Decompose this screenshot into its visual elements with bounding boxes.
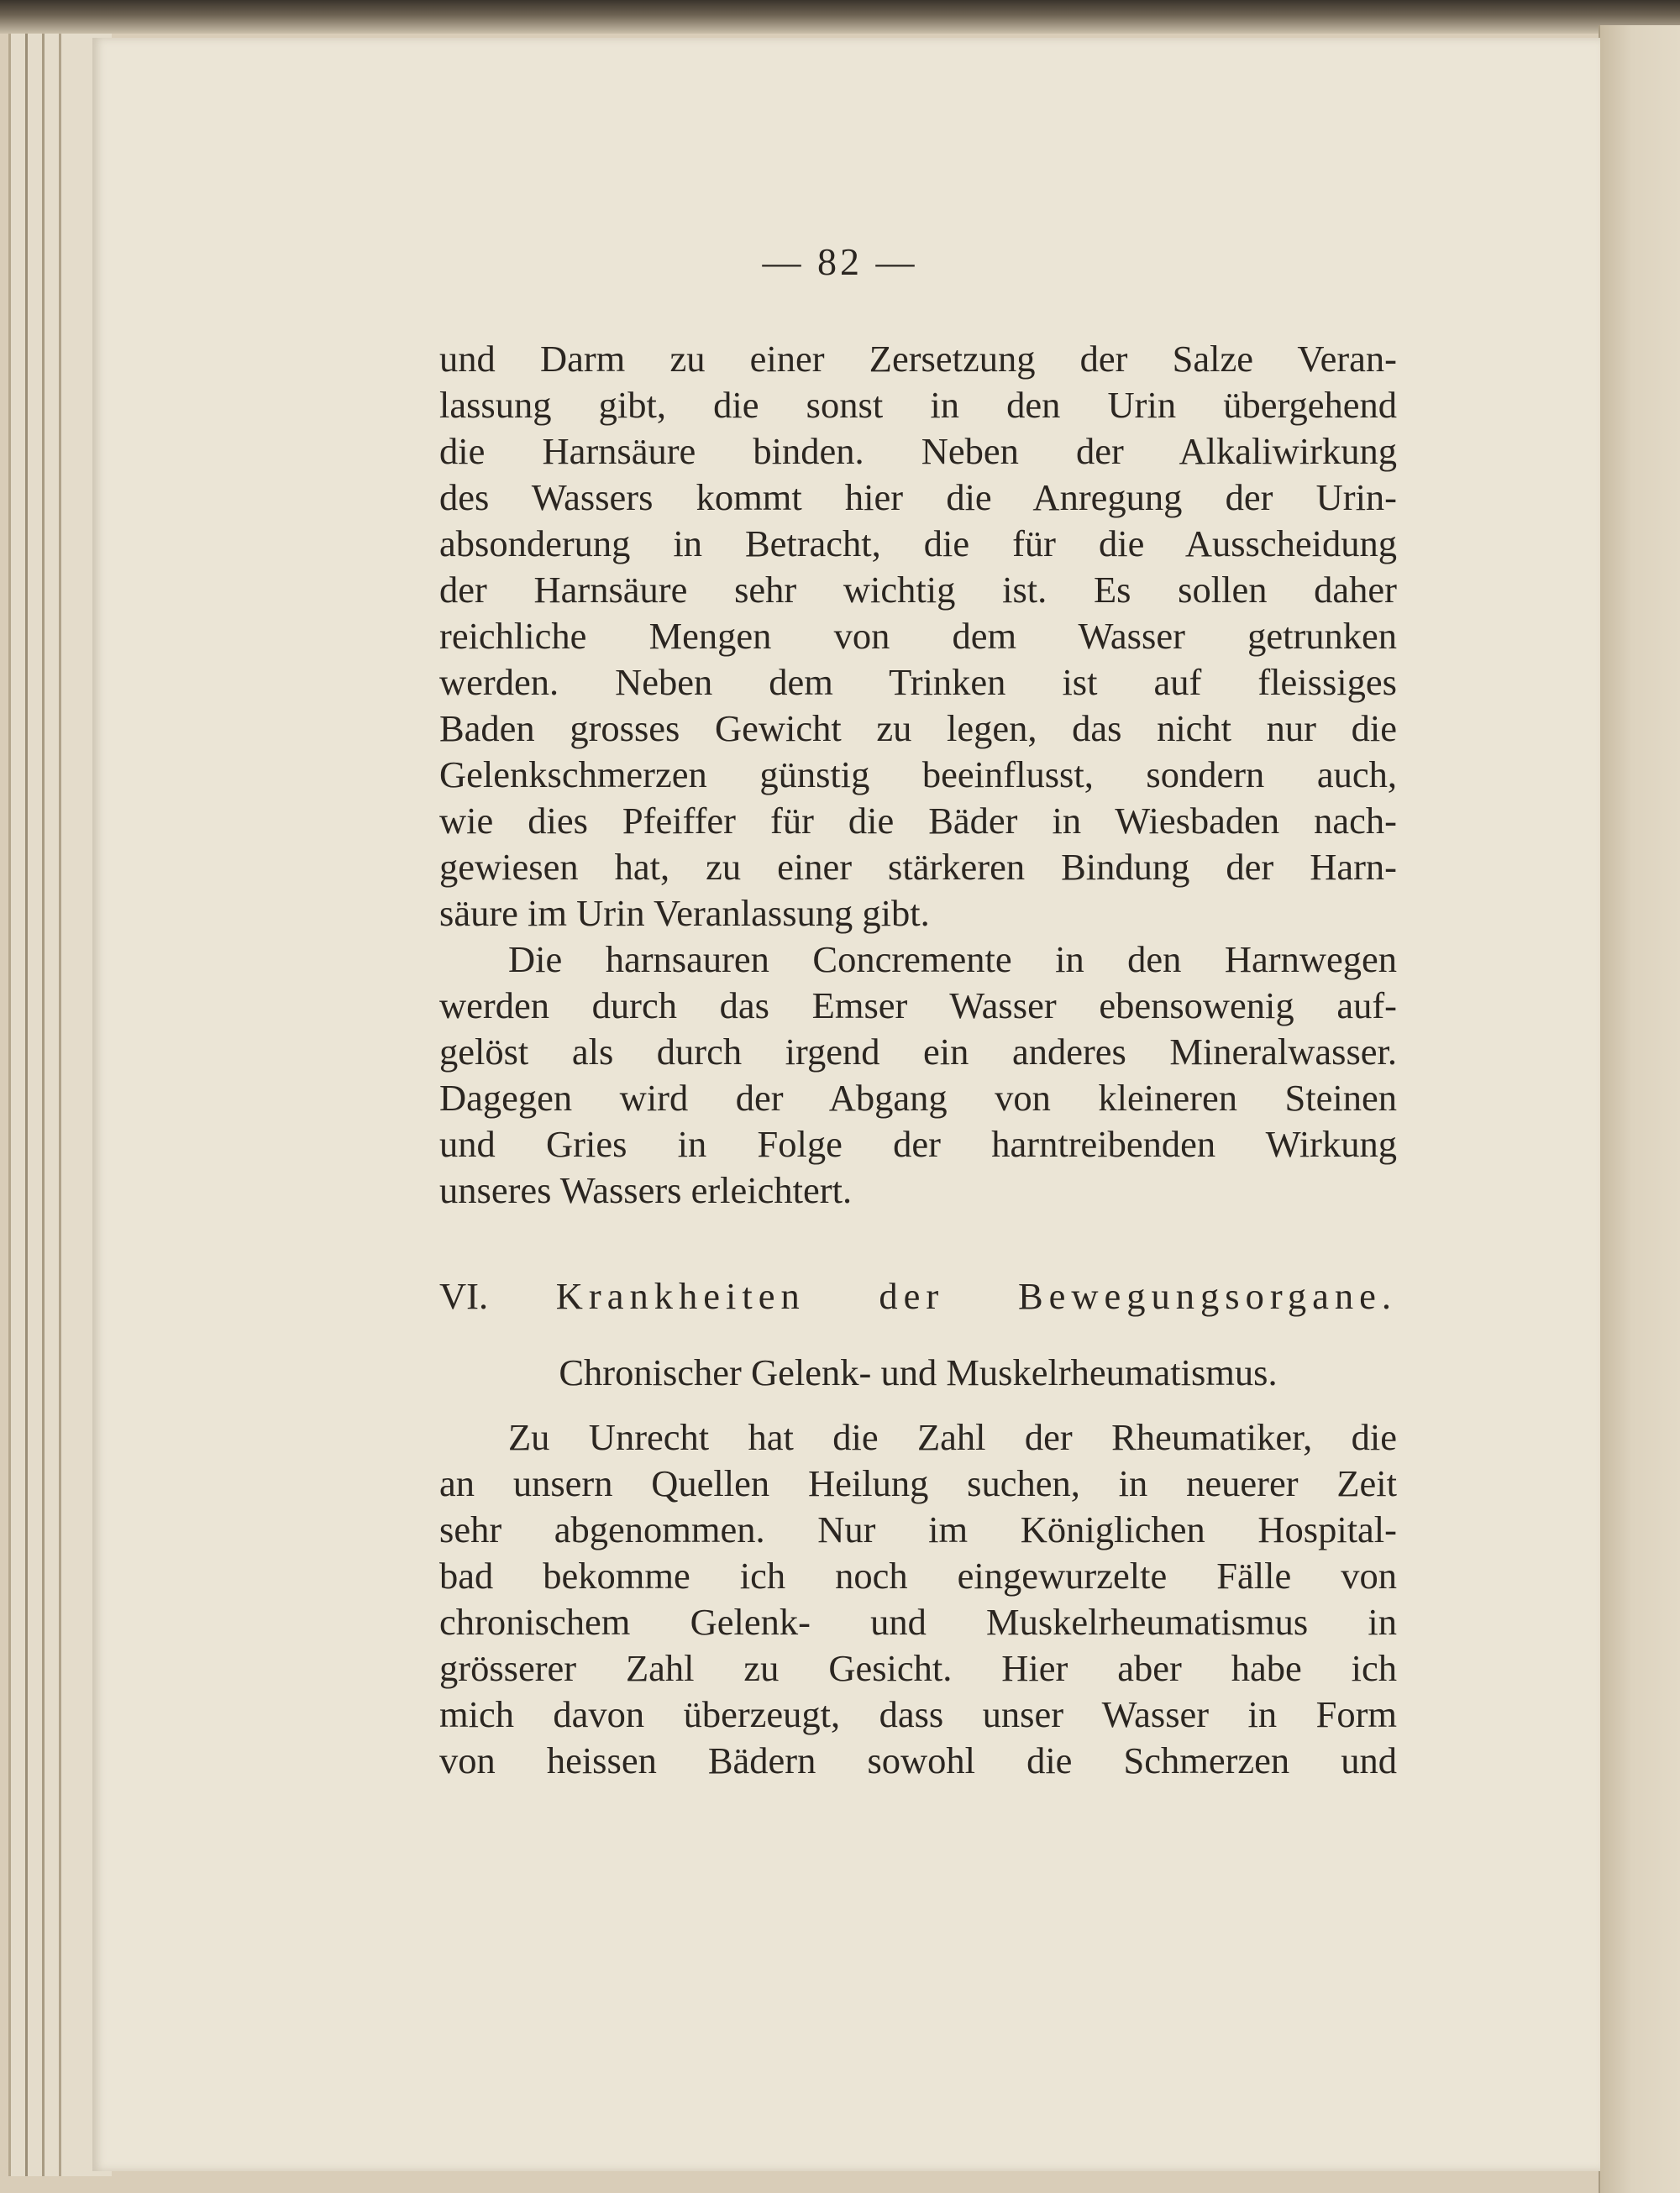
text-line: die Harnsäure binden. Neben der Alkaliwirkung	[439, 430, 1397, 472]
text-line: absonderung in Betracht, die für die Ausscheidung	[439, 522, 1397, 564]
book-binding	[1599, 25, 1680, 2193]
text-line: gewiesen hat, zu einer stärkeren Bindung der Harn-	[439, 846, 1397, 888]
text-line: sehr abgenommen. Nur im Königlichen Hospital-	[439, 1508, 1397, 1550]
text-line: mich davon überzeugt, dass unser Wasser in Form	[439, 1693, 1397, 1735]
text-line: von heissen Bädern sowohl die Schmerzen und	[439, 1739, 1397, 1781]
text-line: säure im Urin Veranlassung gibt.	[439, 892, 930, 934]
paragraph-block-3	[439, 1414, 1397, 1784]
paragraph-block-1	[439, 336, 1397, 1214]
text-line: des Wassers kommt hier die Anregung der Urin-	[439, 476, 1397, 518]
text-line: wie dies Pfeiffer für die Bäder in Wiesbaden nach-	[439, 800, 1397, 842]
text-line: grösserer Zahl zu Gesicht. Hier aber habe ich	[439, 1647, 1397, 1689]
subheading: Chronischer Gelenk- und Muskelrheumatismus.	[559, 1351, 1278, 1393]
text-line: unseres Wassers erleichtert.	[439, 1169, 853, 1211]
section-title: Krankheiten der Bewegungsorgane.	[555, 1275, 1397, 1317]
page-number: — 82 —	[762, 240, 918, 283]
text-line: der Harnsäure sehr wichtig ist. Es sollen daher	[439, 569, 1397, 611]
text-line: werden. Neben dem Trinken ist auf fleissiges	[439, 661, 1397, 703]
text-line: und Gries in Folge der harntreibenden Wirkung	[439, 1123, 1397, 1165]
section-heading	[439, 1273, 1397, 1319]
text-line: Baden grosses Gewicht zu legen, das nicht nur die	[439, 707, 1397, 749]
section-number: VI.	[439, 1275, 489, 1317]
text-line: chronischem Gelenk- und Muskelrheumatismus in	[439, 1601, 1397, 1643]
text-line: Gelenkschmerzen günstig beeinflusst, sondern auch,	[439, 753, 1397, 795]
text-line: Zu Unrecht hat die Zahl der Rheumatiker, die	[508, 1416, 1397, 1458]
text-line: Die harnsauren Concremente in den Harnwegen	[508, 938, 1397, 980]
text-line: werden durch das Emser Wasser ebensowenig auf-	[439, 984, 1397, 1026]
top-edge	[0, 0, 1680, 34]
text-line: an unsern Quellen Heilung suchen, in neuerer Zeit	[439, 1462, 1397, 1504]
text-line: und Darm zu einer Zersetzung der Salze Veran-	[439, 338, 1397, 380]
text-line: bad bekomme ich noch eingewurzelte Fälle von	[439, 1555, 1397, 1597]
text-line: Dagegen wird der Abgang von kleineren Steinen	[439, 1077, 1397, 1119]
text-line: reichliche Mengen von dem Wasser getrunken	[439, 615, 1397, 657]
text-line: lassung gibt, die sonst in den Urin übergehend	[439, 384, 1397, 426]
text-line: gelöst als durch irgend ein anderes Mineralwasser.	[439, 1031, 1397, 1073]
